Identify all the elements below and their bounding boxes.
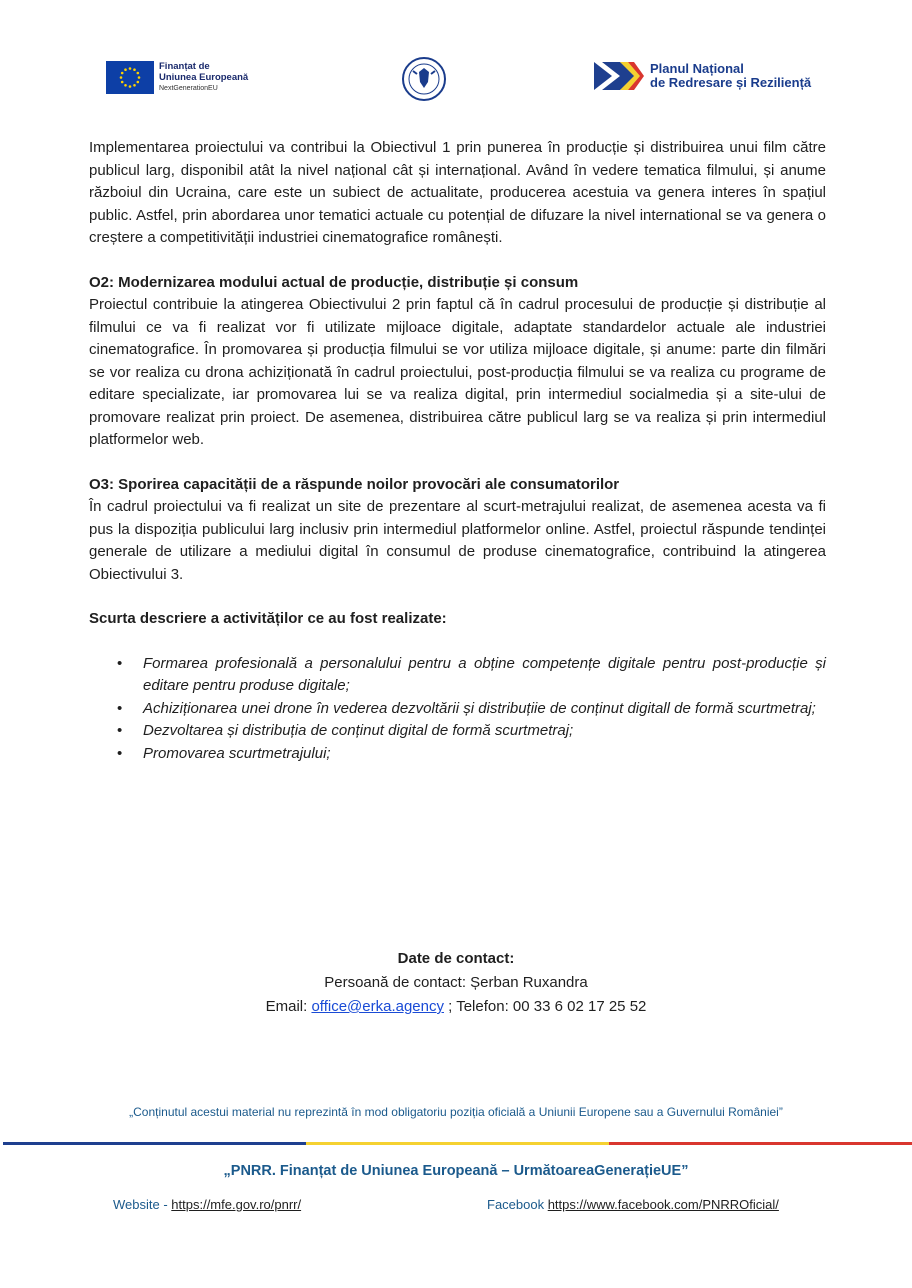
intro-paragraph: Implementarea proiectului va contribui la Obiectivul 1 prin punerea în producție și distribuirea unui film către publicul larg, disponibil atât la nivel național cât și internațional. Având în vedere tematica filmului, și anume războiul din Ucraina, care este un subiect de actualitate, producerea acestuia va genera interes în spațiul public. Astfel, prin abordarea unor tematici actuale cu potențial de difuzare la nivel international se va genera o creștere a competitivității industriei cinematografice românești. (89, 139, 826, 246)
document-body (89, 137, 826, 765)
pnrr-logo-line2: de Redresare și Reziliență (650, 75, 812, 90)
activities-heading: Scurta descriere a activităților ce au fost realizate: (89, 610, 447, 627)
pnrr-logo (594, 62, 811, 90)
eu-flag-icon (106, 61, 154, 94)
email-link[interactable]: office@erka.agency (311, 998, 444, 1015)
o2-paragraph: Proiectul contribuie la atingerea Obiectivului 2 prin faptul că în cadrul procesului de producție și distribuție al filmului ce va fi realizat vor fi utilizate mijloace digitale, adaptate standardelor actuale ale industriei cinematografice. În promovarea și producția filmului se vor utiliza mijloace digitale, și anume: parte din filmări se vor realiza cu drona achiziționată în cadrul proiectului, post-producția filmului se va realiza cu programe de editare specializate, iar promovarea lui se va realiza digital, prin intermediul socialmedia și a site-ului de promovare realizat prin proiect. De asemenea, distribuirea către publicul larg se va realiza și prin intermediul platformelor web. (89, 296, 826, 448)
list-item: • Formarea profesională a personalului pentru a obține competențe digitale pentru post-producție și editare pentru produse digitale; (143, 653, 826, 698)
activities-list (89, 653, 826, 766)
eu-logo-line2: Uniunea Europeană (159, 72, 249, 83)
o2-heading: O2: Modernizarea modului actual de producție, distribuție și consum (89, 273, 579, 291)
eu-logo-line3: NextGenerationEU (159, 85, 218, 92)
pnrr-flag-icon (594, 62, 644, 90)
eu-disclaimer: „Conținutul acestui material nu reprezintă în mod obligatoriu poziția oficială a Uniunii Europene sau a Guvernului României” (129, 1105, 783, 1119)
o3-heading: O3: Sporirea capacității de a răspunde noilor provocări ale consumatorilor (89, 475, 620, 493)
eu-logo-line1: Finanțat de (159, 61, 210, 72)
list-item: • Promovarea scurtmetrajului; (143, 743, 826, 766)
facebook-label: Facebook (487, 1197, 548, 1212)
divider-yellow (306, 1142, 609, 1145)
website-label: Website - (113, 1197, 172, 1212)
pnrr-slogan: „PNRR. Finanțat de Uniunea Europeană – UrmătoareaGenerațieUE” (223, 1163, 689, 1179)
website-link[interactable]: https://mfe.gov.ro/pnrr/ (171, 1197, 302, 1212)
eu-funding-logo (106, 61, 248, 94)
email-label: Email: (265, 998, 312, 1015)
divider-red (609, 1142, 912, 1145)
facebook-line (487, 1197, 779, 1212)
romanian-government-seal-icon (401, 56, 447, 102)
contact-person: Persoană de contact: Șerban Ruxandra (324, 974, 588, 991)
divider-blue (3, 1142, 306, 1145)
contact-block (0, 947, 912, 1019)
o3-paragraph: În cadrul proiectului va fi realizat un site de prezentare al scurt-metrajului realizat, de asemenea acesta va fi pus la dispoziția publicului larg inclusiv prin intermediul platformelor online. Astfel, proiectul răspunde tendinței generale de utilizare a mediului digital în consumul de produse cinematografice, contribuind la atingerea Obiectivului 3. (89, 498, 826, 583)
contact-title: Date de contact: (397, 950, 515, 967)
website-line (113, 1197, 301, 1212)
contact-line (0, 995, 912, 1019)
tricolor-divider (3, 1142, 912, 1145)
facebook-link[interactable]: https://www.facebook.com/PNRROficial/ (547, 1197, 779, 1212)
list-item: • Achiziționarea unei drone în vederea dezvoltării și distribuțiie de conținut digitall de formă scurtmetraj; (143, 698, 826, 721)
phone-text: ; Telefon: 00 33 6 02 17 25 52 (443, 998, 647, 1015)
list-item: • Dezvoltarea și distribuția de conținut digital de formă scurtmetraj; (143, 720, 826, 743)
pnrr-logo-line1: Planul Național (650, 61, 744, 76)
